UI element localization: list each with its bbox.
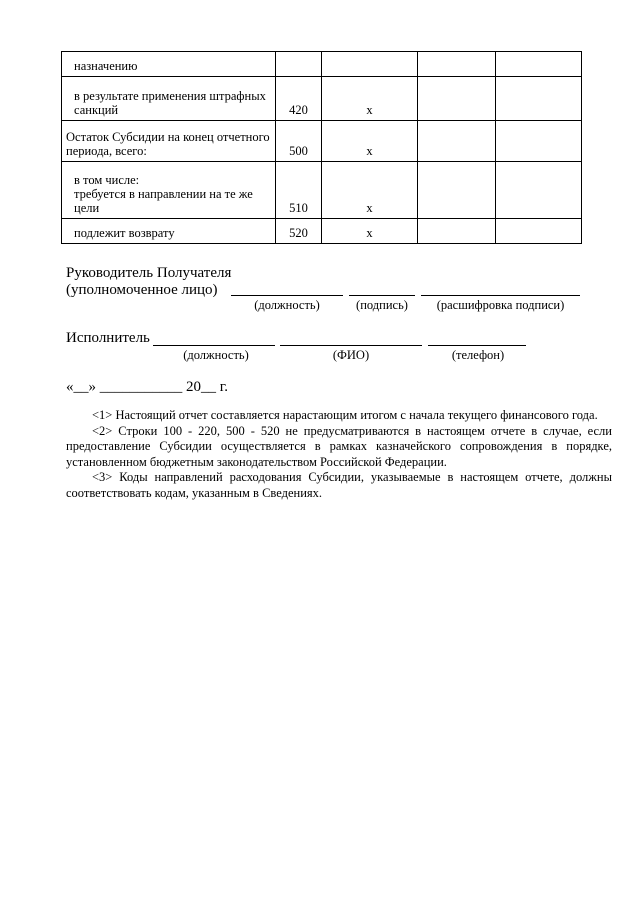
- row-label: [62, 162, 276, 219]
- empty-cell: [496, 77, 582, 121]
- row-label-line: требуется в направлении на те же цели: [74, 187, 253, 215]
- signature-line: [349, 295, 415, 296]
- caption-executor-position: (должность): [183, 348, 249, 362]
- caption-signature: (подпись): [356, 298, 408, 312]
- empty-cell: [496, 121, 582, 162]
- row-mark: x: [322, 162, 418, 219]
- row-label: назначению: [62, 52, 276, 77]
- row-label: подлежит возврату: [62, 219, 276, 244]
- table-row: [62, 219, 582, 244]
- footnotes: [66, 408, 612, 502]
- report-table: [61, 51, 582, 244]
- table-row: [62, 77, 582, 121]
- row-code: 520: [276, 219, 322, 244]
- executor-label: Исполнитель: [66, 330, 150, 346]
- row-mark: x: [322, 77, 418, 121]
- empty-cell: [418, 162, 496, 219]
- head-subtitle: (уполномоченное лицо): [66, 282, 218, 298]
- footnote: <2> Строки 100 - 220, 500 - 520 не предусматриваются в настоящем отчете в случае, если предоставление Субсидии осуществляется в рамках казначейского сопровождения в порядке, установленном бюджетным законодательством Российской Федерации.: [66, 423, 612, 469]
- empty-cell: [496, 52, 582, 77]
- caption-position: (должность): [254, 298, 320, 312]
- empty-cell: [496, 162, 582, 219]
- empty-cell: [418, 219, 496, 244]
- row-label: Остаток Субсидии на конец отчетного периода, всего:: [62, 121, 276, 162]
- empty-cell: [418, 52, 496, 77]
- row-code: [276, 52, 322, 77]
- footnote: <3> Коды направлений расходования Субсидии, указываемые в настоящем отчете, должны соответствовать кодам, указанным в Сведениях.: [66, 470, 612, 500]
- row-mark: x: [322, 121, 418, 162]
- table-row: [62, 52, 582, 77]
- executor-name-line: [280, 345, 422, 346]
- caption-executor-phone: (телефон): [451, 348, 505, 362]
- row-label-line: в том числе:: [74, 173, 140, 187]
- row-mark: [322, 52, 418, 77]
- empty-cell: [418, 77, 496, 121]
- empty-cell: [418, 121, 496, 162]
- signature-decoding-line: [421, 295, 580, 296]
- position-line: [231, 295, 343, 296]
- caption-executor-name: (ФИО): [332, 348, 370, 362]
- executor-position-line: [153, 345, 275, 346]
- head-title: Руководитель Получателя: [66, 265, 232, 281]
- table-row: [62, 162, 582, 219]
- executor-phone-line: [428, 345, 526, 346]
- row-code: 500: [276, 121, 322, 162]
- row-code: 420: [276, 77, 322, 121]
- row-label: в результате применения штрафных санкций: [62, 77, 276, 121]
- caption-signature-decoding: (расшифровка подписи): [436, 298, 565, 312]
- row-code: 510: [276, 162, 322, 219]
- footnote: <1> Настоящий отчет составляется нарастающим итогом с начала текущего финансового года.: [92, 408, 598, 422]
- date-line: «__» ___________ 20__ г.: [66, 379, 228, 395]
- row-mark: x: [322, 219, 418, 244]
- empty-cell: [496, 219, 582, 244]
- table-row: [62, 121, 582, 162]
